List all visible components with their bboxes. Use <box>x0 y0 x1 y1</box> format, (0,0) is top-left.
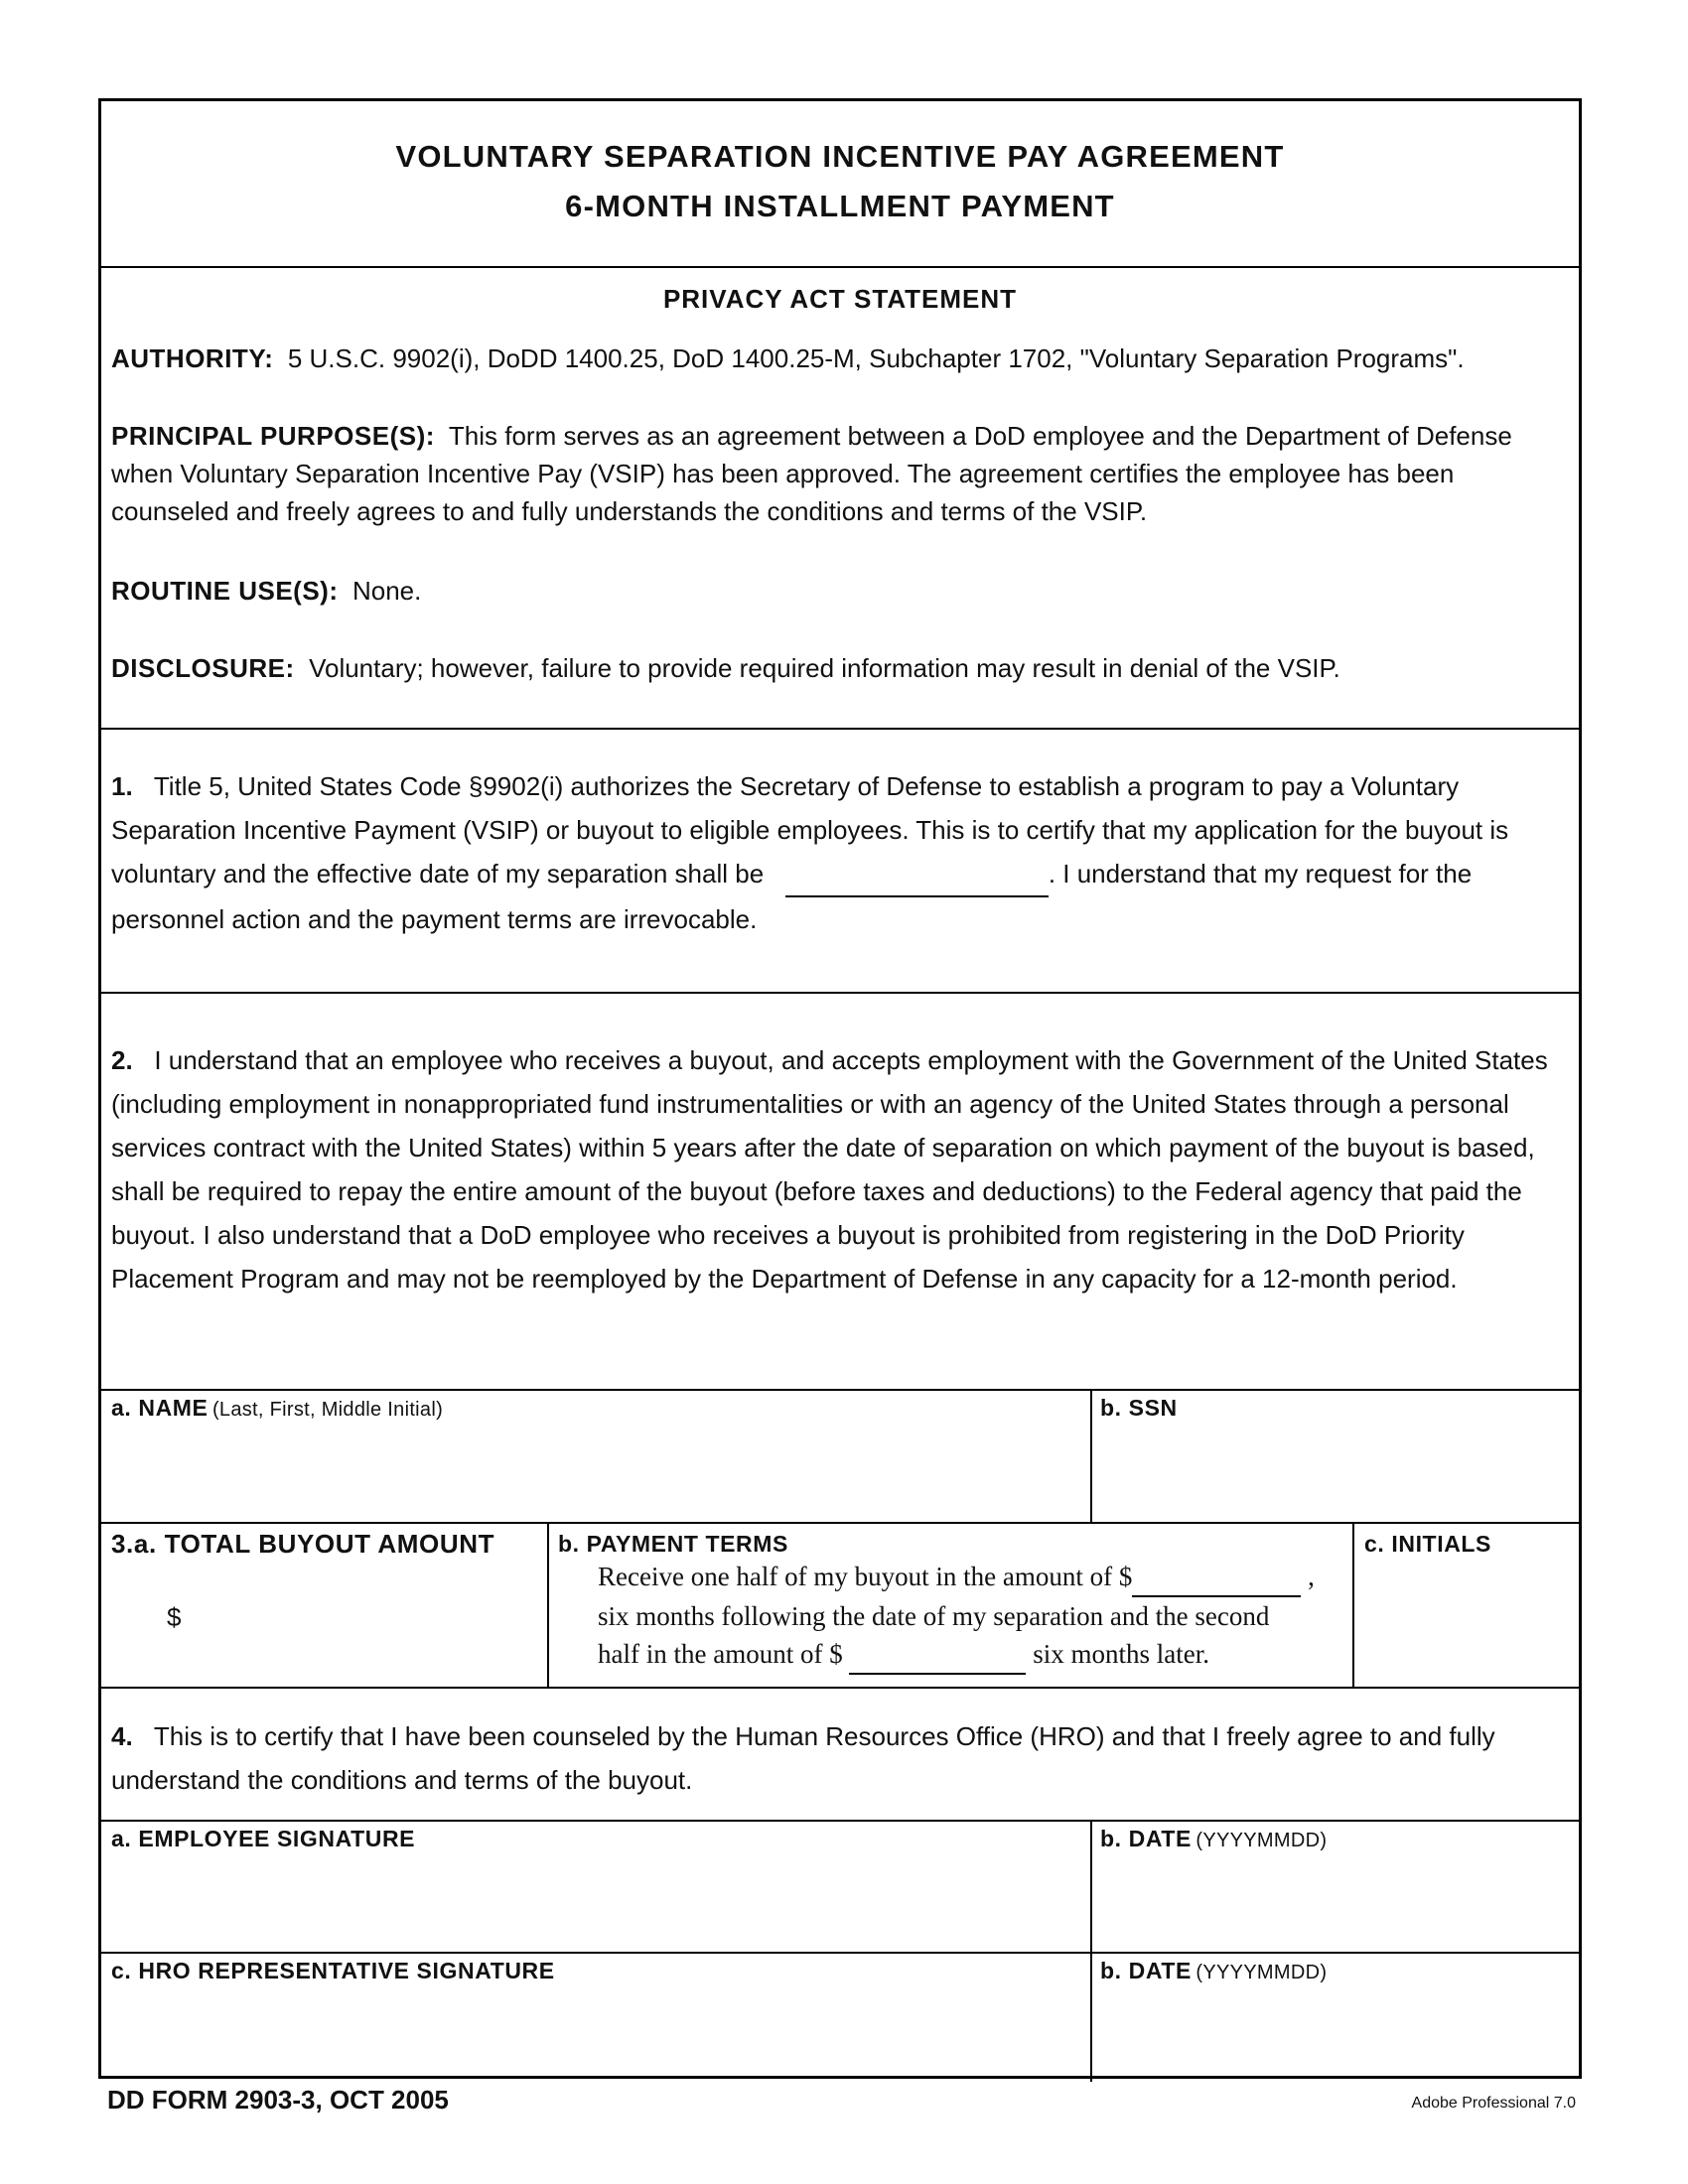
terms-line-3a: half in the amount of $ <box>598 1639 843 1669</box>
second-half-amount-field[interactable] <box>849 1635 1026 1675</box>
disclosure-label: DISCLOSURE: <box>111 653 295 683</box>
total-buyout-label: 3.a. TOTAL BUYOUT AMOUNT <box>111 1529 495 1559</box>
form-frame <box>98 98 1582 2079</box>
section-1-paragraph <box>111 764 1569 941</box>
divider <box>101 992 1579 994</box>
terms-line-2: six months following the date of my separation and the second <box>598 1601 1270 1631</box>
hro-signature-label: c. HRO REPRESENTATIVE SIGNATURE <box>111 1958 555 1983</box>
section-2-paragraph <box>111 1038 1569 1300</box>
section-2-number: 2. <box>111 1045 133 1075</box>
disclosure-paragraph <box>111 649 1569 687</box>
routine-use-paragraph <box>111 572 1569 610</box>
first-half-amount-field[interactable] <box>1132 1558 1301 1597</box>
routine-label: ROUTINE USE(S): <box>111 576 339 606</box>
purpose-label: PRINCIPAL PURPOSE(S): <box>111 421 435 451</box>
privacy-heading: PRIVACY ACT STATEMENT <box>662 284 1018 314</box>
separation-date-field[interactable] <box>785 852 1049 897</box>
payment-terms-label: b. PAYMENT TERMS <box>558 1531 788 1557</box>
divider <box>101 1952 1579 1954</box>
employee-signature-field[interactable] <box>111 1826 1084 1949</box>
terms-line-3b: six months later. <box>1033 1639 1209 1669</box>
routine-text: None. <box>352 576 422 606</box>
divider <box>101 728 1579 730</box>
divider <box>547 1522 549 1687</box>
section-1-text-before: Title 5, United States Code §9902(i) authorizes the Secretary of Defense to establish a program to pay a Voluntary Separation Incentive Payment (VSIP) or buyout to eligible employees. This is to certify that my application for the buyout is voluntary and the effective date of my separation shall be <box>111 771 1509 888</box>
ssn-field[interactable] <box>1100 1395 1572 1518</box>
terms-line-1: Receive one half of my buyout in the amount of $ <box>598 1562 1133 1591</box>
section-4-number: 4. <box>111 1721 133 1751</box>
section-2-text: I understand that an employee who receives a buyout, and accepts employment with the Government of the United States (including employment in nonappropriated fund instrumentalities or with an agency of the United States through a personal services contract with the United States) within 5 years after the date of separation on which payment of the buyout is based, shall be required to repay the entire amount of the buyout (before taxes and deductions) to the Federal agency that paid the buyout. I also understand that a DoD employee who receives a buyout is prohibited from registering in the DoD Priority Placement Program and may not be reemployed by the Department of Defense in any capacity for a 12-month period. <box>111 1045 1548 1294</box>
divider <box>101 266 1579 268</box>
section-4-paragraph <box>111 1714 1569 1802</box>
section-1-number: 1. <box>111 771 133 801</box>
divider <box>1090 1389 1092 1522</box>
name-sublabel: (Last, First, Middle Initial) <box>211 1399 444 1421</box>
employee-date-field[interactable] <box>1100 1826 1572 1949</box>
total-buyout-amount-field[interactable] <box>111 1529 528 1683</box>
terms-comma: , <box>1308 1562 1315 1591</box>
payment-terms-text <box>598 1558 1412 1675</box>
employee-date-sublabel: (YYYYMMDD) <box>1196 1830 1328 1851</box>
hro-date-field[interactable] <box>1100 1958 1572 2077</box>
divider <box>101 1820 1579 1822</box>
authority-paragraph <box>111 340 1569 377</box>
divider <box>1090 1820 1092 2082</box>
software-note: Adobe Professional 7.0 <box>1411 2095 1576 2112</box>
purpose-paragraph <box>111 417 1569 530</box>
initials-label: c. INITIALS <box>1364 1531 1492 1557</box>
divider <box>101 1389 1579 1391</box>
divider <box>101 1522 1579 1524</box>
divider <box>1352 1522 1354 1687</box>
employee-signature-label: a. EMPLOYEE SIGNATURE <box>111 1826 416 1851</box>
form-title-line2: 6-MONTH INSTALLMENT PAYMENT <box>565 189 1115 223</box>
authority-text: 5 U.S.C. 9902(i), DoDD 1400.25, DoD 1400.25-M, Subchapter 1702, "Voluntary Separation Programs". <box>287 343 1465 373</box>
payment-terms-box <box>558 1531 1442 1685</box>
section-1-text-after: . I understand that my request for the personnel action and the payment terms are irrevocable. <box>111 859 1473 934</box>
ssn-label: b. SSN <box>1100 1395 1178 1421</box>
name-label: a. NAME <box>111 1395 209 1421</box>
authority-label: AUTHORITY: <box>111 343 274 373</box>
name-field[interactable] <box>111 1395 1084 1518</box>
divider <box>101 1687 1579 1689</box>
disclosure-text: Voluntary; however, failure to provide required information may result in denial of the VSIP. <box>309 653 1340 683</box>
hro-date-label: b. DATE <box>1100 1958 1192 1983</box>
form-number: DD FORM 2903-3, OCT 2005 <box>107 2085 449 2115</box>
purpose-text: This form serves as an agreement between a DoD employee and the Department of Defense when Voluntary Separation Incentive Pay (VSIP) has been approved. The agreement certifies the employee has been counseled and freely agrees to and fully understands the conditions and terms of the VSIP. <box>111 421 1512 526</box>
hro-date-sublabel: (YYYYMMDD) <box>1196 1962 1328 1983</box>
section-4-text: This is to certify that I have been counseled by the Human Resources Office (HRO) and that I freely agree to and fully understand the conditions and terms of the buyout. <box>111 1721 1495 1795</box>
initials-field[interactable] <box>1364 1531 1573 1682</box>
total-buyout-dollar: $ <box>167 1602 182 1632</box>
hro-signature-field[interactable] <box>111 1958 1084 2077</box>
employee-date-label: b. DATE <box>1100 1826 1192 1851</box>
form-title-line1: VOLUNTARY SEPARATION INCENTIVE PAY AGREEMENT <box>395 139 1285 174</box>
